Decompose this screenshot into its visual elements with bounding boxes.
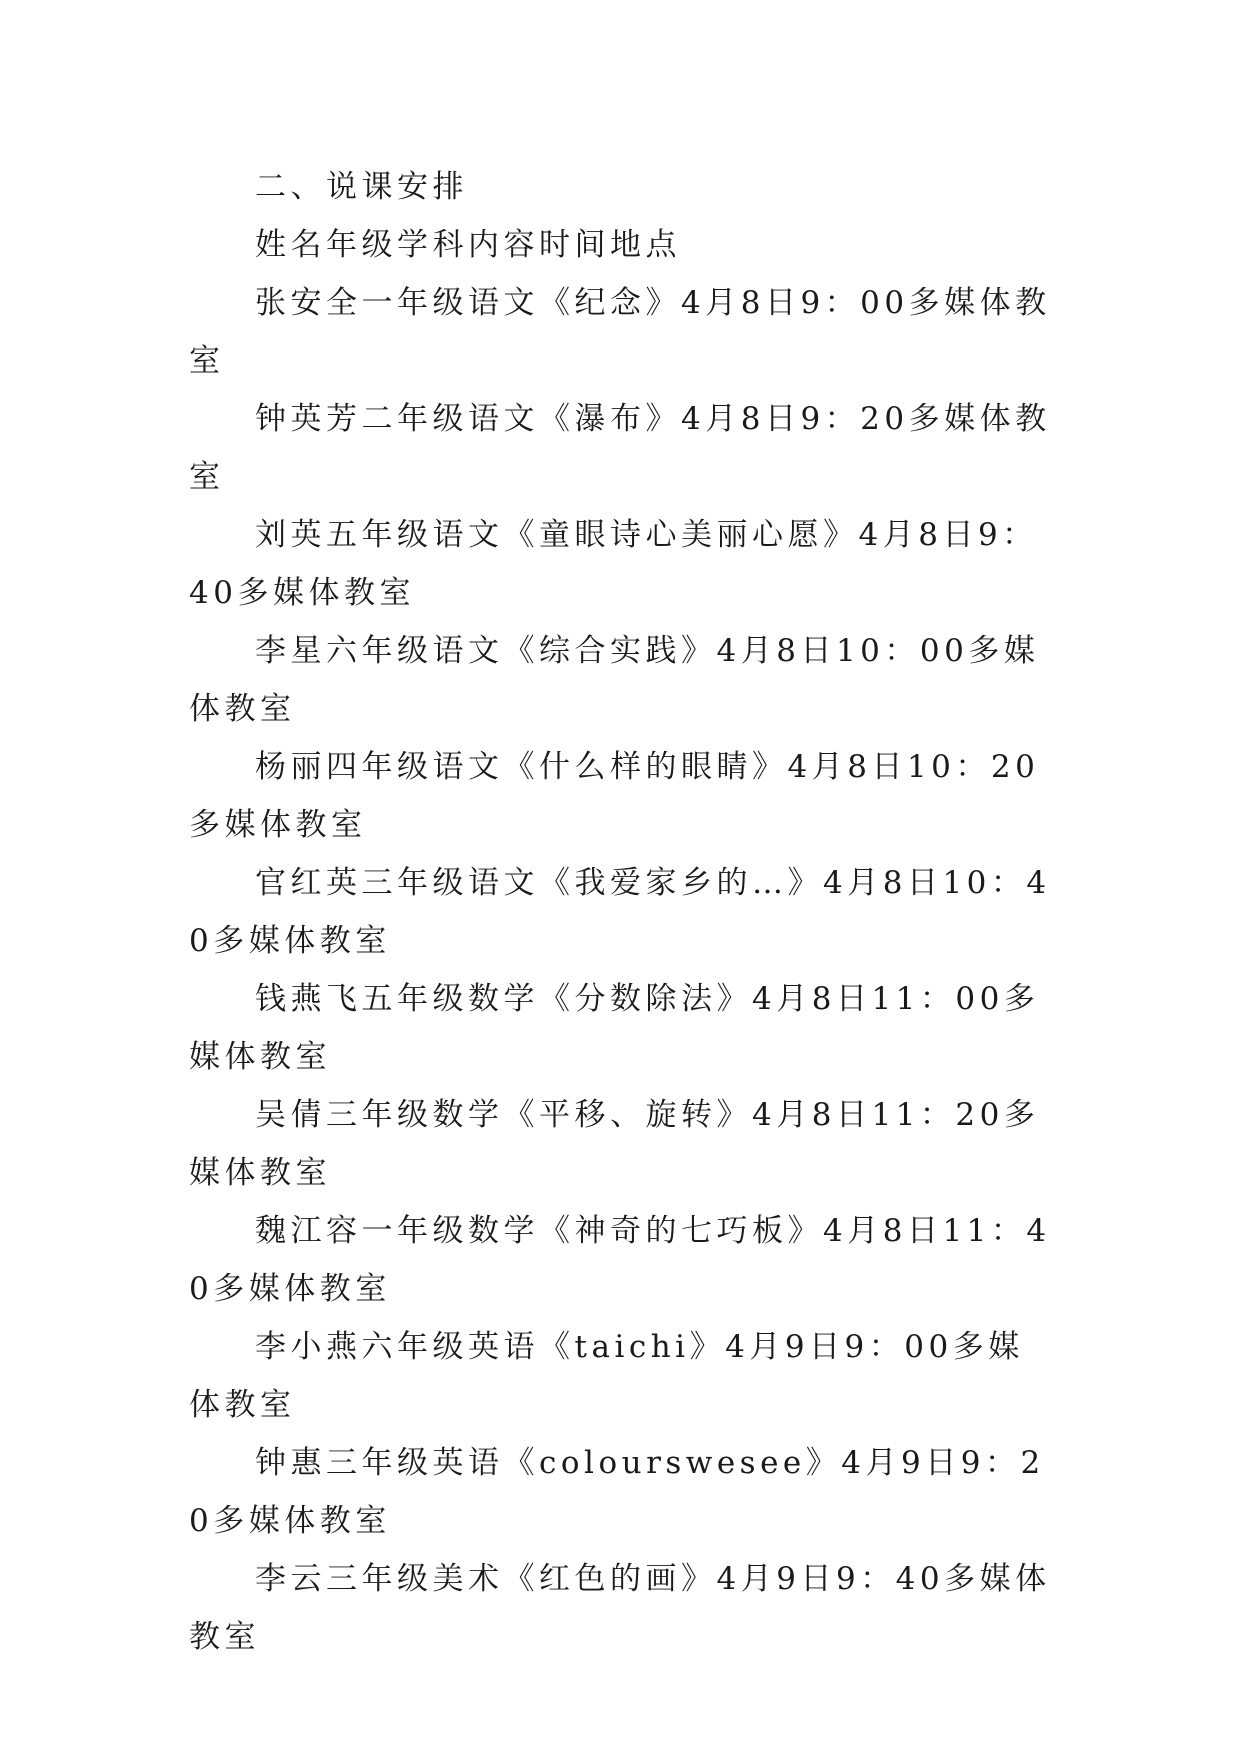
schedule-entry: 魏江容一年级数学《神奇的七巧板》4月8日11：40多媒体教室: [189, 1213, 1051, 1307]
column-headers-line: 姓名年级学科内容时间地点: [255, 227, 681, 263]
schedule-entry: 杨丽四年级语文《什么样的眼睛》4月8日10：20多媒体教室: [189, 749, 1040, 843]
schedule-entry: 钟英芳二年级语文《瀑布》4月8日9：20多媒体教室: [189, 401, 1051, 495]
schedule-entry: 钱燕飞五年级数学《分数除法》4月8日11：00多媒体教室: [189, 981, 1040, 1075]
schedule-entry: 李星六年级语文《综合实践》4月8日10：00多媒体教室: [189, 633, 1040, 727]
schedule-entry: 刘英五年级语文《童眼诗心美丽心愿》4月8日9：40多媒体教室: [189, 517, 1038, 611]
schedule-entry: 李小燕六年级英语《taichi》4月9日9：00多媒体教室: [189, 1329, 1024, 1423]
schedule-entry: 吴倩三年级数学《平移、旋转》4月8日11：20多媒体教室: [189, 1097, 1040, 1191]
document-body: [189, 158, 1059, 1666]
section-heading: 二、说课安排: [255, 169, 468, 205]
schedule-entry: 钟惠三年级英语《colourswesee》4月9日9：20多媒体教室: [189, 1445, 1045, 1539]
schedule-entry: 李云三年级美术《红色的画》4月9日9：40多媒体教室: [189, 1561, 1051, 1655]
schedule-entry: 官红英三年级语文《我爱家乡的…》4月8日10：40多媒体教室: [189, 865, 1051, 959]
schedule-entry: 张安全一年级语文《纪念》4月8日9：00多媒体教室: [189, 285, 1051, 379]
